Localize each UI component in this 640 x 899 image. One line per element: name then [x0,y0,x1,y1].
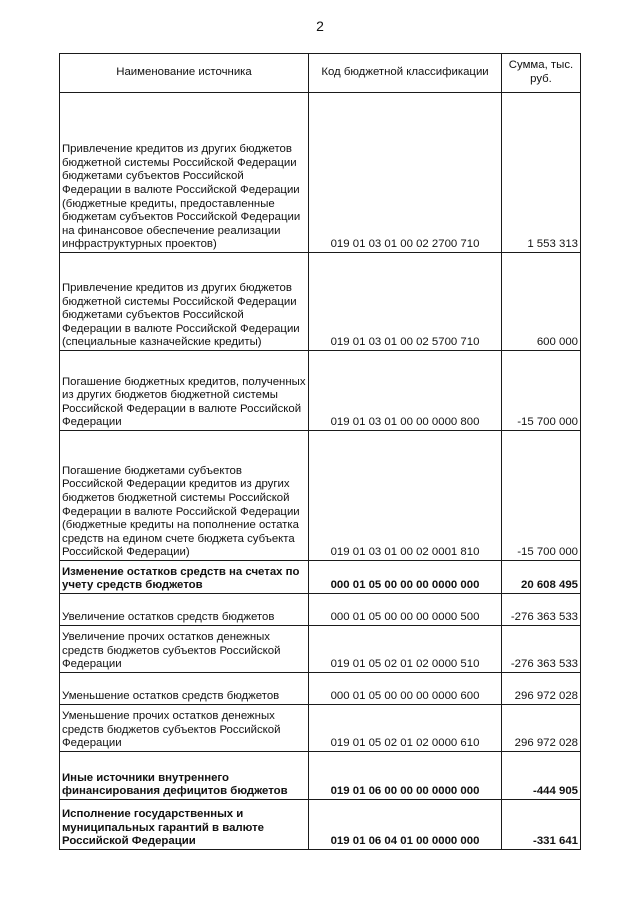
row-budget-code: 019 01 03 01 00 00 0000 800 [309,351,502,431]
row-budget-code: 000 01 05 00 00 00 0000 000 [309,561,502,594]
row-sum: 296 972 028 [502,673,581,705]
row-source-name: Увеличение остатков средств бюджетов [60,594,309,626]
row-source-name: Уменьшение прочих остатков денежных средств бюджетов субъектов Российской Федерации [60,705,309,752]
header-budget-code: Код бюджетной классификации [309,54,502,93]
row-budget-code: 019 01 03 01 00 02 2700 710 [309,93,502,253]
table-row [60,752,581,800]
row-budget-code: 019 01 03 01 00 02 5700 710 [309,253,502,351]
row-source-name: Привлечение кредитов из других бюджетов бюджетной системы Российской Федерации бюджетами субъектов Российской Федерации в валюте Российской Федерации (бюджетные кредиты, предоставленные бюджетам субъектов Российской Федерации на финансовое обеспечение реализации инфраструктурных проектов) [60,93,309,253]
table-row [60,594,581,626]
row-sum: -444 905 [502,752,581,800]
row-sum: -276 363 533 [502,626,581,673]
row-sum: 20 608 495 [502,561,581,594]
page-number: 2 [316,18,324,34]
row-budget-code: 019 01 05 02 01 02 0000 510 [309,626,502,673]
row-source-name: Увеличение прочих остатков денежных средств бюджетов субъектов Российской Федерации [60,626,309,673]
row-sum: 1 553 313 [502,93,581,253]
row-sum: -331 641 [502,800,581,850]
row-budget-code: 000 01 05 00 00 00 0000 500 [309,594,502,626]
row-source-name: Погашение бюджетами субъектов Российской Федерации кредитов из других бюджетов бюджетной системы Российской Федерации в валюте Российской Федерации (бюджетные кредиты на пополнение остатка средств на едином счете бюджета субъекта Российской Федерации) [60,431,309,561]
row-source-name: Уменьшение остатков средств бюджетов [60,673,309,705]
table-row [60,351,581,431]
row-source-name: Привлечение кредитов из других бюджетов бюджетной системы Российской Федерации бюджетами субъектов Российской Федерации в валюте Российской Федерации (специальные казначейские кредиты) [60,253,309,351]
table-row [60,705,581,752]
table-row [60,431,581,561]
header-sum: Сумма, тыс. руб. [502,54,581,93]
sources-table [59,53,581,850]
row-budget-code: 019 01 05 02 01 02 0000 610 [309,705,502,752]
row-source-name: Иные источники внутреннего финансирования дефицитов бюджетов [60,752,309,800]
table-row [60,93,581,253]
row-source-name: Исполнение государственных и муниципальных гарантий в валюте Российской Федерации [60,800,309,850]
row-sum: -15 700 000 [502,351,581,431]
row-sum: -276 363 533 [502,594,581,626]
table-row [60,561,581,594]
row-sum: 600 000 [502,253,581,351]
row-source-name: Погашение бюджетных кредитов, полученных из других бюджетов бюджетной системы Российской Федерации в валюте Российской Федерации [60,351,309,431]
header-source-name: Наименование источника [60,54,309,93]
table-row [60,800,581,850]
row-budget-code: 019 01 06 00 00 00 0000 000 [309,752,502,800]
table-header-row [60,54,581,93]
table-row [60,626,581,673]
row-sum: -15 700 000 [502,431,581,561]
row-budget-code: 000 01 05 00 00 00 0000 600 [309,673,502,705]
row-source-name: Изменение остатков средств на счетах по учету средств бюджетов [60,561,309,594]
table-row [60,253,581,351]
table-row [60,673,581,705]
row-budget-code: 019 01 03 01 00 02 0001 810 [309,431,502,561]
row-budget-code: 019 01 06 04 01 00 0000 000 [309,800,502,850]
row-sum: 296 972 028 [502,705,581,752]
